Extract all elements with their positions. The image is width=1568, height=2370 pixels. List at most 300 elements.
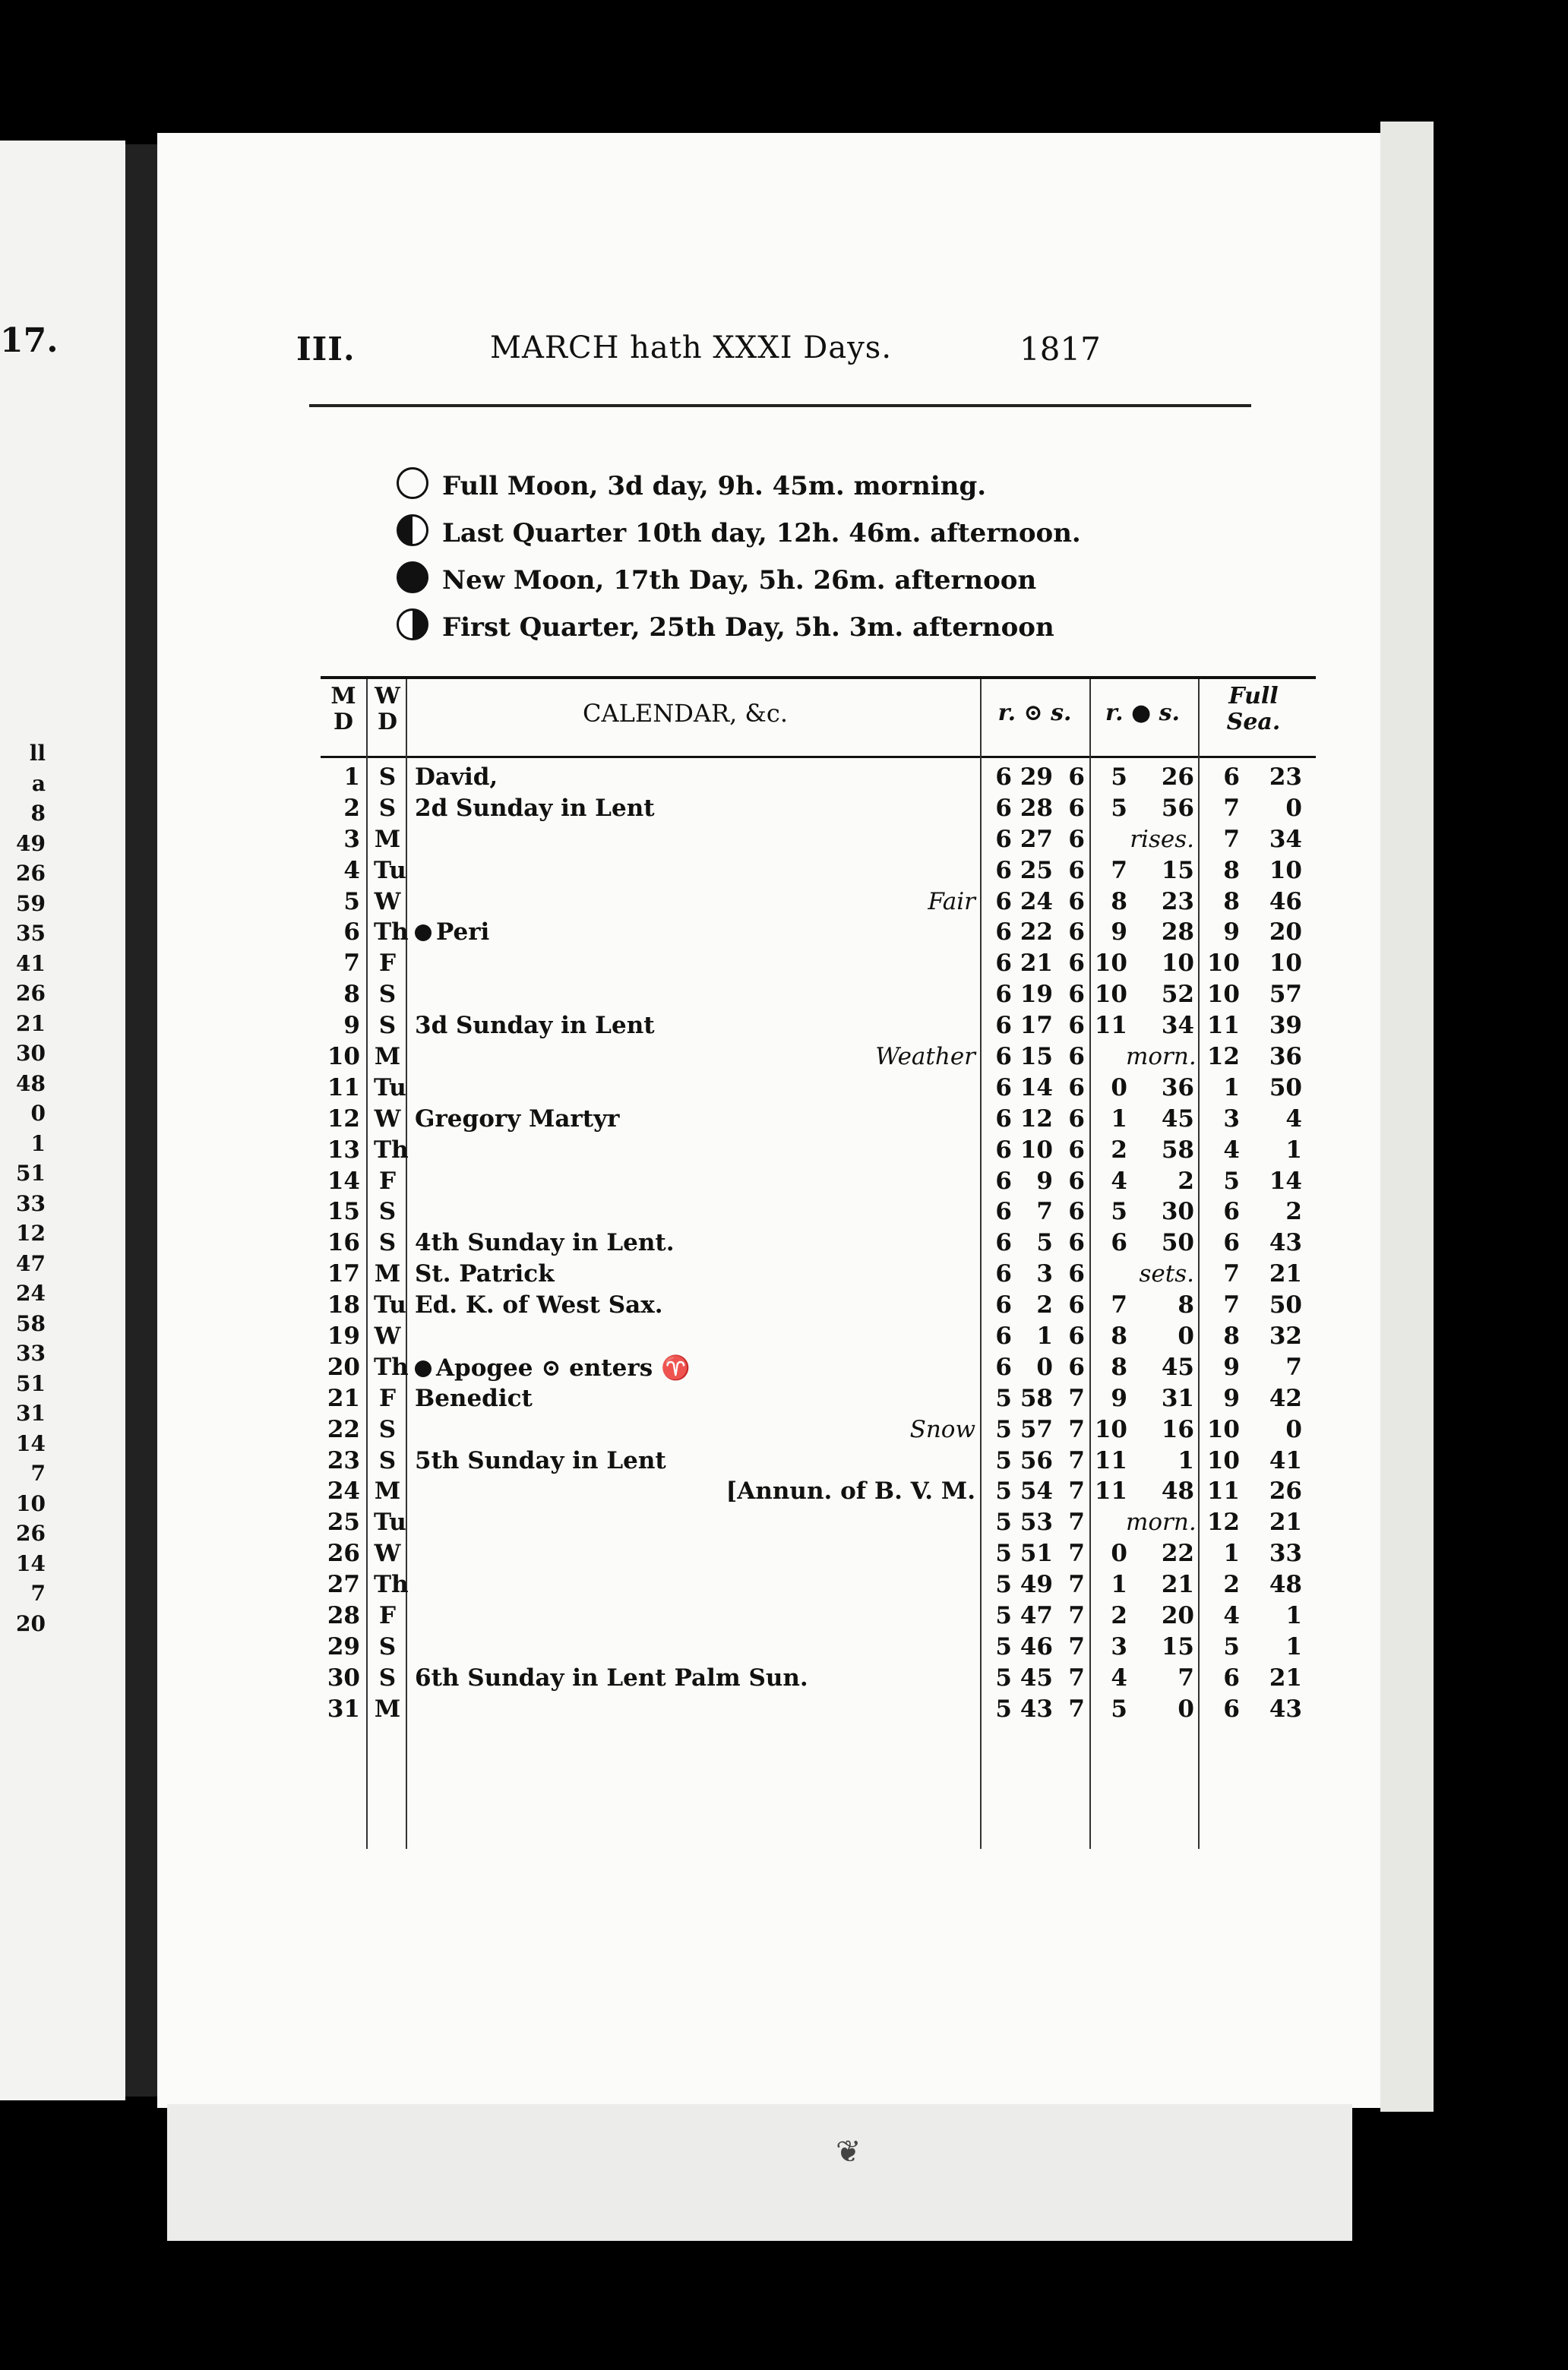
calendar-text: 3d Sunday in Lent (415, 1012, 655, 1040)
facing-page-number: 31 (16, 1401, 46, 1426)
moon-hour: 11 (1094, 1012, 1127, 1040)
month-day: 22 (327, 1415, 360, 1443)
page-title: MARCH hath XXXI Days. (490, 330, 893, 365)
sun-set-hour: 7 (1068, 1695, 1085, 1723)
moon-minute: 10 (1161, 950, 1194, 978)
table-row (321, 1012, 1316, 1043)
full-sea-hour: 9 (1223, 918, 1240, 946)
facing-page-fragment (0, 141, 125, 2100)
full-sea-minute: 1 (1285, 1602, 1302, 1630)
calendar-entry (415, 1229, 675, 1256)
moon-hour: 7 (1111, 856, 1127, 884)
table-row (321, 918, 1316, 950)
month-day: 4 (343, 856, 360, 884)
page-year: 1817 (1020, 330, 1101, 368)
month-day: 27 (327, 1571, 360, 1599)
full-sea-minute: 1 (1285, 1632, 1302, 1661)
weather-note: Fair (928, 887, 975, 915)
calendar-text: 6th Sunday in Lent Palm Sun. (415, 1664, 808, 1692)
sun-rise-hour: 6 (995, 1104, 1012, 1133)
sun-set-hour: 6 (1068, 1291, 1085, 1319)
facing-page-number: 8 (30, 801, 46, 826)
table-row (321, 1105, 1316, 1136)
facing-page-number: 7 (30, 1581, 46, 1606)
week-day: M (374, 1695, 401, 1723)
full-sea-minute: 20 (1269, 918, 1302, 946)
moon-minute: 0 (1178, 1322, 1194, 1351)
moon-hour: 5 (1111, 1695, 1127, 1723)
facing-page-number: 21 (16, 1010, 46, 1036)
sun-rise-minute: 29 (1020, 763, 1053, 791)
new-moon-icon (415, 924, 432, 941)
col-moon: r. ● s. (1105, 700, 1180, 726)
moon-hour: 1 (1111, 1571, 1127, 1599)
sun-set-hour: 6 (1068, 794, 1085, 822)
week-day: W (374, 1540, 401, 1568)
sun-set-hour: 7 (1068, 1571, 1085, 1599)
facing-page-number: 12 (16, 1221, 46, 1246)
moon-minute: 26 (1161, 763, 1194, 791)
facing-page-number: 1 (30, 1130, 46, 1156)
table-body (321, 763, 1316, 1727)
week-day: W (374, 887, 401, 915)
moon-hour: 8 (1111, 1353, 1127, 1381)
sun-set-hour: 7 (1068, 1415, 1085, 1443)
facing-page-number: 30 (16, 1041, 46, 1066)
sun-rise-minute: 47 (1020, 1602, 1053, 1630)
table-row (321, 1477, 1316, 1509)
table-row (321, 826, 1316, 857)
moon-minute: 20 (1161, 1602, 1194, 1630)
moon-minute: 45 (1161, 1104, 1194, 1133)
sun-set-hour: 6 (1068, 1229, 1085, 1257)
full-sea-minute: 32 (1269, 1322, 1302, 1351)
sun-set-hour: 7 (1068, 1632, 1085, 1661)
week-day: Th (374, 1571, 409, 1599)
table-header (321, 684, 1316, 750)
full-sea-hour: 4 (1223, 1602, 1240, 1630)
sun-rise-minute: 24 (1020, 887, 1053, 915)
moon-hour: 4 (1111, 1167, 1127, 1195)
sun-set-hour: 6 (1068, 856, 1085, 884)
col-full-sea: Full Sea. (1226, 683, 1281, 735)
month-day: 14 (327, 1167, 360, 1195)
month-day: 21 (327, 1384, 360, 1412)
week-day: F (378, 1384, 396, 1412)
sun-rise-hour: 6 (995, 1353, 1012, 1381)
facing-page-number: 47 (16, 1250, 46, 1276)
moon-hour: 0 (1111, 1540, 1127, 1568)
full-sea-minute: 21 (1269, 1664, 1302, 1692)
full-sea-hour: 9 (1223, 1353, 1240, 1381)
full-sea-hour: 6 (1223, 1198, 1240, 1226)
facing-page-number: 26 (16, 861, 46, 886)
full-sea-minute: 34 (1269, 825, 1302, 853)
week-day: S (378, 1632, 397, 1661)
full-sea-hour: 1 (1223, 1073, 1240, 1101)
table-row (321, 1416, 1316, 1447)
sun-rise-minute: 3 (1036, 1260, 1053, 1288)
facing-page-number: 51 (16, 1161, 46, 1186)
moon-hour: 2 (1111, 1602, 1127, 1630)
full-sea-minute: 7 (1285, 1353, 1302, 1381)
full-sea-minute: 43 (1269, 1695, 1302, 1723)
facing-page-number: 41 (16, 950, 46, 976)
sun-rise-minute: 28 (1020, 794, 1053, 822)
table-row (321, 1291, 1316, 1322)
table-row (321, 1664, 1316, 1695)
sun-set-hour: 6 (1068, 887, 1085, 915)
sun-rise-minute: 27 (1020, 825, 1053, 853)
moon-minute: 8 (1178, 1291, 1194, 1319)
week-day: W (374, 1104, 401, 1133)
table-row (321, 1136, 1316, 1168)
sun-rise-hour: 5 (995, 1632, 1012, 1661)
calendar-text: Gregory Martyr (415, 1104, 620, 1133)
sun-set-hour: 6 (1068, 1322, 1085, 1351)
full-sea-hour: 7 (1223, 1260, 1240, 1288)
week-day: S (378, 1198, 397, 1226)
table-row (321, 981, 1316, 1012)
full-sea-hour: 11 (1206, 1012, 1240, 1040)
facing-page-number: 58 (16, 1310, 46, 1336)
full-sea-minute: 43 (1269, 1229, 1302, 1257)
facing-page-number: 59 (16, 890, 46, 916)
month-day: 24 (327, 1477, 360, 1506)
full-sea-hour: 7 (1223, 825, 1240, 853)
sun-set-hour: 6 (1068, 1136, 1085, 1164)
full-sea-hour: 11 (1206, 1477, 1240, 1506)
month-day: 19 (327, 1322, 360, 1351)
table-row (321, 1385, 1316, 1416)
moon-hour: 10 (1094, 981, 1127, 1009)
week-day: F (378, 1167, 396, 1195)
full-sea-minute: 39 (1269, 1012, 1302, 1040)
sun-rise-hour: 6 (995, 1012, 1012, 1040)
first-quarter-icon (397, 608, 428, 640)
table-row (321, 1509, 1316, 1540)
week-day: S (378, 1415, 397, 1443)
calendar-text: 2d Sunday in Lent (415, 794, 655, 822)
full-sea-minute: 0 (1285, 1415, 1302, 1443)
sun-rise-hour: 6 (995, 887, 1012, 915)
moon-minute: 50 (1161, 1229, 1194, 1257)
new-moon-icon (415, 1360, 432, 1377)
moon-minute: 28 (1161, 918, 1194, 946)
almanac-page (157, 133, 1380, 2108)
sun-rise-minute: 1 (1036, 1322, 1053, 1351)
facing-page-number: 26 (16, 1521, 46, 1546)
sun-rise-minute: 22 (1020, 918, 1053, 946)
full-sea-minute: 50 (1269, 1291, 1302, 1319)
week-day: M (374, 1260, 401, 1288)
facing-page-number: 49 (16, 830, 46, 856)
sun-set-hour: 6 (1068, 981, 1085, 1009)
sun-rise-hour: 6 (995, 1229, 1012, 1257)
week-day: Tu (374, 856, 406, 884)
sun-rise-minute: 21 (1020, 950, 1053, 978)
moon-minute: 36 (1161, 1073, 1194, 1101)
full-sea-minute: 33 (1269, 1540, 1302, 1568)
moon-hour: 3 (1111, 1632, 1127, 1661)
full-moon-icon (397, 467, 428, 499)
calendar-text: St. Patrick (415, 1260, 555, 1288)
sun-set-hour: 7 (1068, 1602, 1085, 1630)
moon-hour: 2 (1111, 1136, 1127, 1164)
sun-rise-minute: 43 (1020, 1695, 1053, 1723)
week-day: Tu (374, 1073, 406, 1101)
sun-rise-hour: 5 (995, 1540, 1012, 1568)
month-day: 3 (343, 825, 360, 853)
month-day: 28 (327, 1602, 360, 1630)
facing-page-year-fragment: 17. (0, 321, 58, 360)
facing-page-number: 7 (30, 1461, 46, 1486)
sun-set-hour: 7 (1068, 1446, 1085, 1474)
week-day: M (374, 1477, 401, 1506)
week-day: S (378, 1012, 397, 1040)
moon-phase-first-quarter: First Quarter, 25th Day, 5h. 3m. afternoon (397, 608, 1232, 656)
full-sea-hour: 6 (1223, 1229, 1240, 1257)
moon-hour: 9 (1111, 918, 1127, 946)
col-week-day: W D (375, 683, 400, 735)
table-row (321, 795, 1316, 826)
month-day: 29 (327, 1632, 360, 1661)
sun-rise-minute: 57 (1020, 1415, 1053, 1443)
table-row (321, 1447, 1316, 1478)
calendar-entry (415, 918, 489, 946)
calendar-text: Peri (436, 918, 490, 946)
sun-set-hour: 6 (1068, 1353, 1085, 1381)
full-sea-hour: 8 (1223, 887, 1240, 915)
moon-hour: 5 (1111, 763, 1127, 791)
week-day: S (378, 981, 397, 1009)
sun-rise-minute: 54 (1020, 1477, 1053, 1506)
full-sea-hour: 9 (1223, 1384, 1240, 1412)
sun-rise-minute: 53 (1020, 1509, 1053, 1537)
sun-rise-hour: 5 (995, 1664, 1012, 1692)
calendar-text: Ed. K. of West Sax. (415, 1291, 663, 1319)
moon-phase-last-quarter: Last Quarter 10th day, 12h. 46m. afternoon. (397, 514, 1232, 561)
facing-page-number: 35 (16, 921, 46, 946)
table-row (321, 1602, 1316, 1633)
full-sea-minute: 0 (1285, 794, 1302, 822)
moon-hour: 7 (1111, 1291, 1127, 1319)
sun-rise-minute: 56 (1020, 1446, 1053, 1474)
full-sea-hour: 3 (1223, 1104, 1240, 1133)
full-sea-minute: 1 (1285, 1136, 1302, 1164)
full-sea-minute: 48 (1269, 1571, 1302, 1599)
calendar-entry (415, 1105, 619, 1133)
calendar-entry (415, 1354, 691, 1382)
week-day: Th (374, 918, 409, 946)
full-sea-minute: 10 (1269, 950, 1302, 978)
full-sea-hour: 10 (1206, 1446, 1240, 1474)
moon-minute: 2 (1178, 1167, 1194, 1195)
table-row (321, 1198, 1316, 1229)
sun-set-hour: 6 (1068, 1167, 1085, 1195)
moon-minute: 15 (1161, 1632, 1194, 1661)
calendar-text: 5th Sunday in Lent (415, 1446, 666, 1474)
sun-rise-hour: 5 (995, 1571, 1012, 1599)
sun-rise-hour: 6 (995, 1136, 1012, 1164)
calendar-entry (415, 1385, 533, 1412)
moon-minute: 58 (1161, 1136, 1194, 1164)
sun-set-hour: 6 (1068, 1260, 1085, 1288)
moon-minute: 45 (1161, 1353, 1194, 1381)
moon-minute: 1 (1178, 1446, 1194, 1474)
full-sea-minute: 21 (1269, 1260, 1302, 1288)
moon-minute: 31 (1161, 1384, 1194, 1412)
moon-hour: 8 (1111, 1322, 1127, 1351)
facing-page-number: 14 (16, 1550, 46, 1576)
lower-page-strip (167, 2104, 1352, 2241)
sun-rise-hour: 6 (995, 1167, 1012, 1195)
moon-phases (397, 467, 1232, 656)
full-sea-hour: 7 (1223, 1291, 1240, 1319)
moon-hour: 11 (1094, 1477, 1127, 1506)
month-day: 5 (343, 887, 360, 915)
moon-hour: 0 (1111, 1073, 1127, 1101)
month-day: 20 (327, 1353, 360, 1381)
header-rule (309, 404, 1251, 407)
moon-minute: 16 (1161, 1415, 1194, 1443)
col-month-day: M D (330, 683, 356, 735)
sun-rise-hour: 5 (995, 1446, 1012, 1474)
month-day: 1 (343, 763, 360, 791)
sun-set-hour: 6 (1068, 1073, 1085, 1101)
sun-rise-minute: 19 (1020, 981, 1053, 1009)
sun-set-hour: 6 (1068, 1043, 1085, 1071)
week-day: S (378, 794, 397, 822)
full-sea-minute: 2 (1285, 1198, 1302, 1226)
sun-rise-hour: 6 (995, 1073, 1012, 1101)
sun-set-hour: 6 (1068, 950, 1085, 978)
moon-minute: 0 (1178, 1695, 1194, 1723)
ink-mark: ❦ (836, 2135, 861, 2169)
table-row (321, 1354, 1316, 1385)
week-day: S (378, 763, 397, 791)
table-top-rule (321, 676, 1316, 679)
sun-set-hour: 7 (1068, 1540, 1085, 1568)
calendar-entry (415, 1260, 555, 1288)
sun-rise-hour: 5 (995, 1602, 1012, 1630)
sun-rise-hour: 5 (995, 1695, 1012, 1723)
sun-rise-minute: 46 (1020, 1632, 1053, 1661)
moon-hour: 8 (1111, 887, 1127, 915)
calendar-entry (415, 795, 655, 822)
weather-note: Snow (909, 1415, 975, 1443)
moon-minute: 30 (1161, 1198, 1194, 1226)
moon-minute: 7 (1178, 1664, 1194, 1692)
full-sea-minute: 14 (1269, 1167, 1302, 1195)
week-day: Th (374, 1136, 409, 1164)
moon-minute: morn. (1126, 1509, 1197, 1537)
moon-hour: 10 (1094, 950, 1127, 978)
moon-phase-new: New Moon, 17th Day, 5h. 26m. afternoon (397, 561, 1232, 608)
full-sea-hour: 10 (1206, 981, 1240, 1009)
calendar-entry (415, 763, 498, 791)
month-day: 13 (327, 1136, 360, 1164)
moon-minute: 22 (1161, 1540, 1194, 1568)
full-sea-hour: 5 (1223, 1632, 1240, 1661)
month-day: 26 (327, 1540, 360, 1568)
sun-set-hour: 6 (1068, 918, 1085, 946)
sun-rise-hour: 6 (995, 950, 1012, 978)
week-day: S (378, 1229, 397, 1257)
sun-rise-minute: 5 (1036, 1229, 1053, 1257)
month-day: 6 (343, 918, 360, 946)
sun-rise-hour: 6 (995, 1322, 1012, 1351)
full-sea-minute: 57 (1269, 981, 1302, 1009)
week-day: M (374, 1043, 401, 1071)
full-sea-hour: 5 (1223, 1167, 1240, 1195)
week-day: W (374, 1322, 401, 1351)
sun-set-hour: 7 (1068, 1509, 1085, 1537)
calendar-text: David, (415, 763, 498, 791)
sun-rise-hour: 6 (995, 918, 1012, 946)
facing-page-number: 33 (16, 1190, 46, 1216)
moon-hour: 5 (1111, 794, 1127, 822)
full-sea-minute: 36 (1269, 1043, 1302, 1071)
table-row (321, 1695, 1316, 1727)
sun-set-hour: 7 (1068, 1384, 1085, 1412)
moon-minute: 15 (1161, 856, 1194, 884)
page-header (157, 330, 1380, 376)
calendar-entry (415, 1012, 655, 1039)
sun-rise-hour: 6 (995, 1291, 1012, 1319)
moon-minute: rises. (1130, 825, 1194, 853)
sun-rise-minute: 0 (1036, 1353, 1053, 1381)
month-number: III. (296, 330, 356, 368)
full-sea-minute: 4 (1285, 1104, 1302, 1133)
sun-rise-hour: 6 (995, 981, 1012, 1009)
month-day: 12 (327, 1104, 360, 1133)
week-day: Th (374, 1353, 409, 1381)
sun-rise-minute: 7 (1036, 1198, 1053, 1226)
sun-rise-hour: 5 (995, 1384, 1012, 1412)
facing-page-number: 33 (16, 1341, 46, 1366)
sun-set-hour: 7 (1068, 1477, 1085, 1506)
month-day: 16 (327, 1229, 360, 1257)
sun-set-hour: 6 (1068, 1104, 1085, 1133)
sun-rise-minute: 9 (1036, 1167, 1053, 1195)
sun-rise-hour: 5 (995, 1509, 1012, 1537)
full-sea-minute: 42 (1269, 1384, 1302, 1412)
last-quarter-icon (397, 514, 428, 546)
page-edges (1380, 122, 1434, 2112)
month-day: 7 (343, 950, 360, 978)
week-day: Tu (374, 1291, 406, 1319)
calendar-text: Apogee ⊙ enters ♈ (436, 1354, 691, 1382)
moon-hour: 4 (1111, 1664, 1127, 1692)
moon-minute: 52 (1161, 981, 1194, 1009)
calendar-entry (415, 1291, 663, 1319)
sun-rise-minute: 49 (1020, 1571, 1053, 1599)
moon-hour: 11 (1094, 1446, 1127, 1474)
moon-minute: 48 (1161, 1477, 1194, 1506)
col-calendar: CALENDAR, &c. (583, 699, 788, 728)
sun-set-hour: 6 (1068, 1198, 1085, 1226)
sun-rise-minute: 15 (1020, 1043, 1053, 1071)
month-day: 9 (343, 1012, 360, 1040)
table-row (321, 888, 1316, 919)
month-day: 11 (327, 1073, 360, 1101)
moon-minute: sets. (1139, 1260, 1194, 1288)
table-row (321, 1322, 1316, 1354)
table-row (321, 763, 1316, 795)
month-day: 15 (327, 1198, 360, 1226)
full-sea-minute: 41 (1269, 1446, 1302, 1474)
